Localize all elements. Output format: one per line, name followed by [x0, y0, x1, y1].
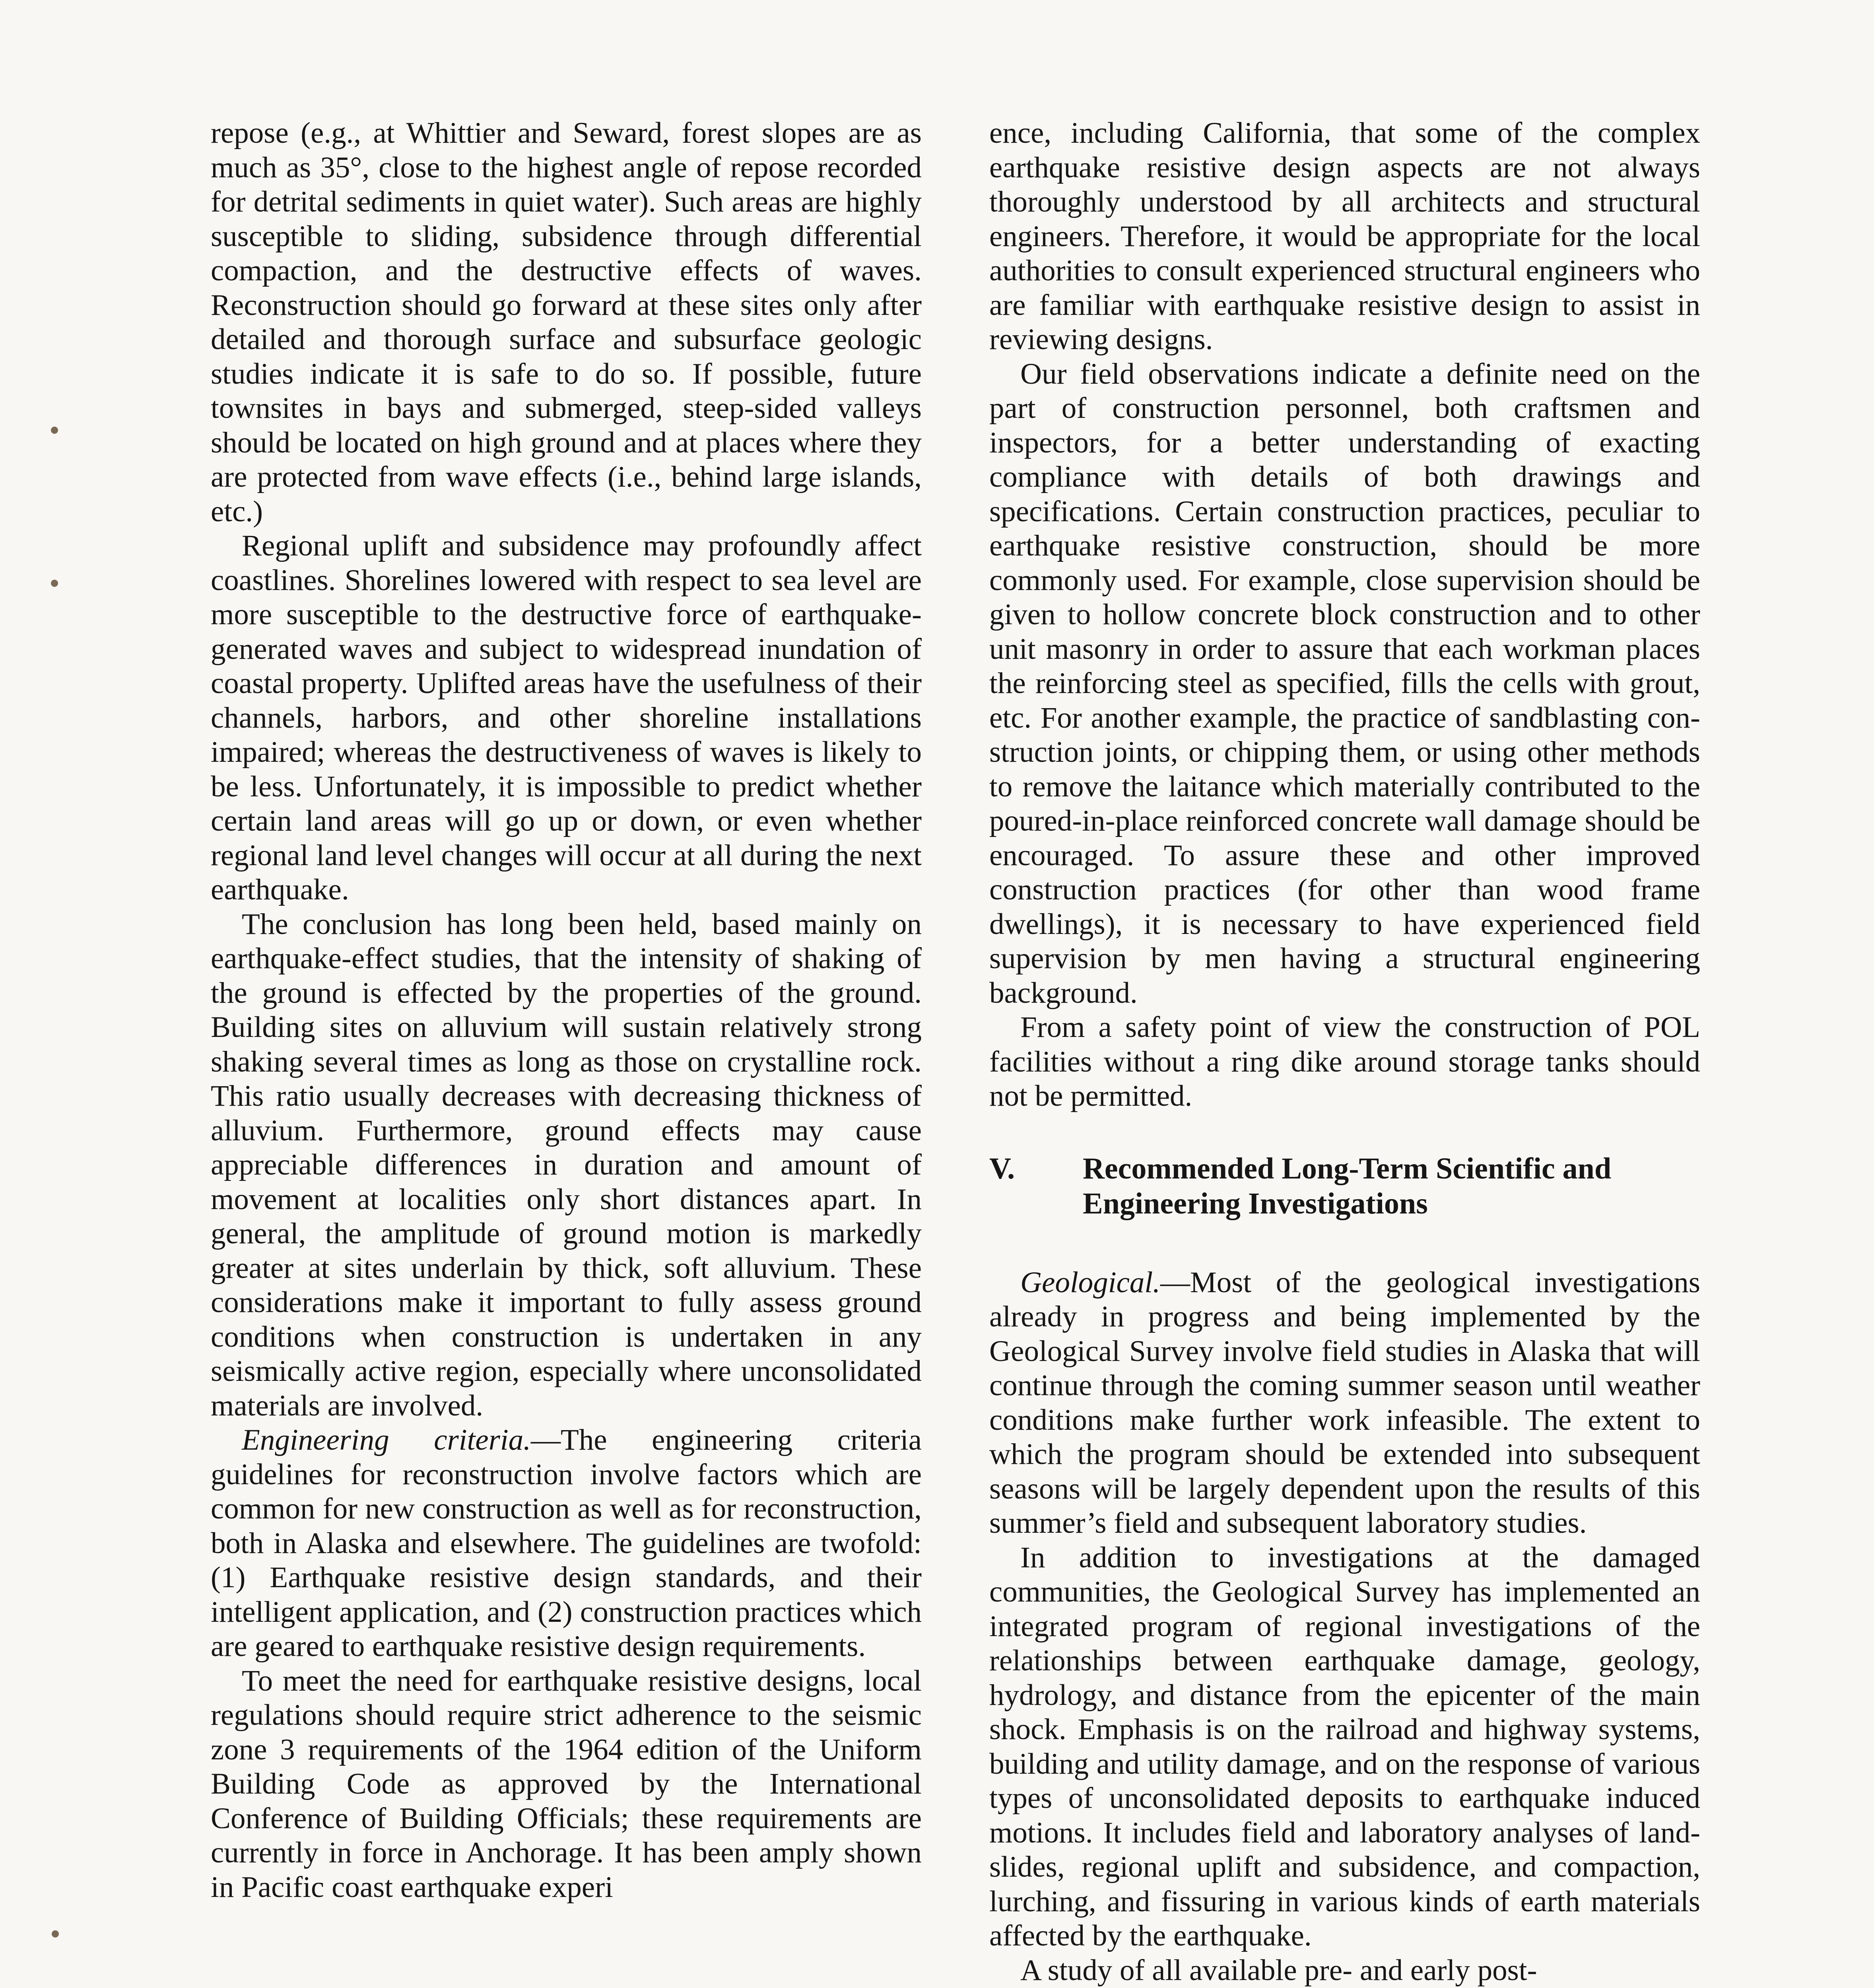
section-heading	[989, 1151, 1700, 1221]
section-title: Recommended Long-Term Scientific and Engineering Investigations	[1083, 1151, 1612, 1220]
engineering-criteria-text: —The engineering criteria guidelines for reconstruction involve factors which are common for new construction as well as for reconstruction, both in Alaska and elsewhere. The guidelines are twofold: (1) Earthquake resistive design standards, and their intelligent application, and (2) construction practices which are geared to earthquake resistive design requirements.	[211, 1423, 922, 1663]
paragraph-regional-investigations: In addition to investigations at the damaged communities, the Geological Survey has implemented an integrated program of regional investigations of the relationships between earthquake damage, geology, hydrology, and distance from the epicenter of the main shock. Emphasis is on the railroad and highway systems, building and utility damage, and on the response of various types of unconsolidated deposits to earthquake induced motions. It includes field and laboratory analyses of landslides, regional uplift and subsidence, and compaction, lurching, and fissuring in various kinds of earth materials affected by the earthquake.	[989, 1541, 1700, 1952]
paragraph-regional-uplift: Regional uplift and subsidence may profoundly affect coastlines. Shorelines lowered with respect to sea level are more susceptible to the destructive force of earthquake-generated waves and subject to widespread inundation of coastal property. Uplifted areas have the usefulness of their channels, harbors, and other shoreline installations impaired; whereas the destructiveness of waves is likely to be less. Unfortunately, it is impossible to predict whether certain land areas will go up or down, or even whether regional land level changes will occur at all during the next earthquake.	[211, 529, 922, 906]
right-column	[989, 116, 1700, 1988]
paragraph-pol-safety: From a safety point of view the construction of POL facilities without a ring dike around storage tanks should not be permitted.	[989, 1011, 1700, 1112]
left-column	[211, 116, 922, 1905]
margin-speck	[51, 580, 58, 587]
section-number: V.	[989, 1151, 1015, 1185]
paragraph-field-observations: Our field observations indicate a definite need on the part of construction personnel, both craftsmen and inspectors, for a better understanding of exacting compliance with details of both drawings and specifications. Certain construction practices, peculiar to earthquake resistive construction, should be more commonly used. For example, close supervision should be given to hollow concrete block construction and to other unit masonry in order to assure that each workman places the reinforcing steel as specified, fills the cells with grout, etc. For another example, the practice of sandblasting construction joints, or chipping them, or using other methods to remove the laitance which materially contributed to the poured-in-place reinforced concrete wall damage should be encouraged. To assure these and other improved construction practices (for other than wood frame dwellings), it is necessary to have experienced field supervision by men having a structural engineering background.	[989, 357, 1700, 1010]
engineering-criteria-label: Engineering criteria.	[242, 1423, 531, 1456]
margin-speck	[52, 1930, 59, 1938]
geological-text: —Most of the geological investigations already in progress and being implemented by the Geological Survey involve field studies in Alaska that will continue through the coming summer season until weather conditions make further work infeasible. The extent to which the program should be extended into subsequent seasons will be largely dependent upon the results of this summer’s field and subsequent laboratory studies.	[989, 1266, 1700, 1540]
paragraph-pre-post-study: A study of all available pre- and early post-	[1020, 1953, 1537, 1987]
paragraph-ground-shaking: The conclusion has long been held, based mainly on earthquake-effect studies, that the intensity of shaking of the ground is effected by the properties of the ground. Building sites on alluvium will sustain relatively strong shaking several times as long as those on crystalline rock. This ratio usually decreases with decreasing thickness of alluvium. Furthermore, ground effects may cause appreciable differences in duration and amount of movement at localities only short distances apart. In general, the amplitude of ground motion is markedly greater at sites underlain by thick, soft alluvium. These considerations make it important to fully assess ground conditions when construction is undertaken in any seismically active region, especially where unconsolidated materials are involved.	[211, 907, 922, 1422]
paragraph-geological	[989, 1266, 1700, 1541]
margin-speck	[51, 427, 58, 434]
paragraph-engineering-criteria	[211, 1423, 922, 1664]
geological-label: Geological.	[1020, 1266, 1161, 1299]
paragraph-repose: repose (e.g., at Whittier and Seward, forest slopes are as much as 35°, close to the highest angle of repose recorded for detrital sediments in quiet water). Such areas are highly susceptible to sliding, subsidence through differential compaction, and the destructive effects of waves. Reconstruction should go forward at these sites only after detailed and thorough surface and subsurface geologic studies indicate it is safe to do so. If possible, future townsites in bays and submerged, steep-sided valleys should be located on high ground and at places where they are protected from wave effects (i.e., behind large islands, etc.)	[211, 116, 922, 528]
paragraph-california-experience: ence, including California, that some of the complex earthquake resistive design aspects are not always thoroughly understood by all architects and structural engineers. Therefore, it would be appropriate for the local authorities to consult experienced structural engineers who are familiar with earthquake resistive design to assist in reviewing designs.	[989, 116, 1700, 356]
paragraph-building-code: To meet the need for earthquake resistive designs, local regulations should require strict adherence to the seismic zone 3 requirements of the 1964 edition of the Uniform Building Code as approved by the International Conference of Building Officials; these requirements are currently in force in Anchorage. It has been amply shown in Pacific coast earthquake experi	[211, 1664, 922, 1904]
